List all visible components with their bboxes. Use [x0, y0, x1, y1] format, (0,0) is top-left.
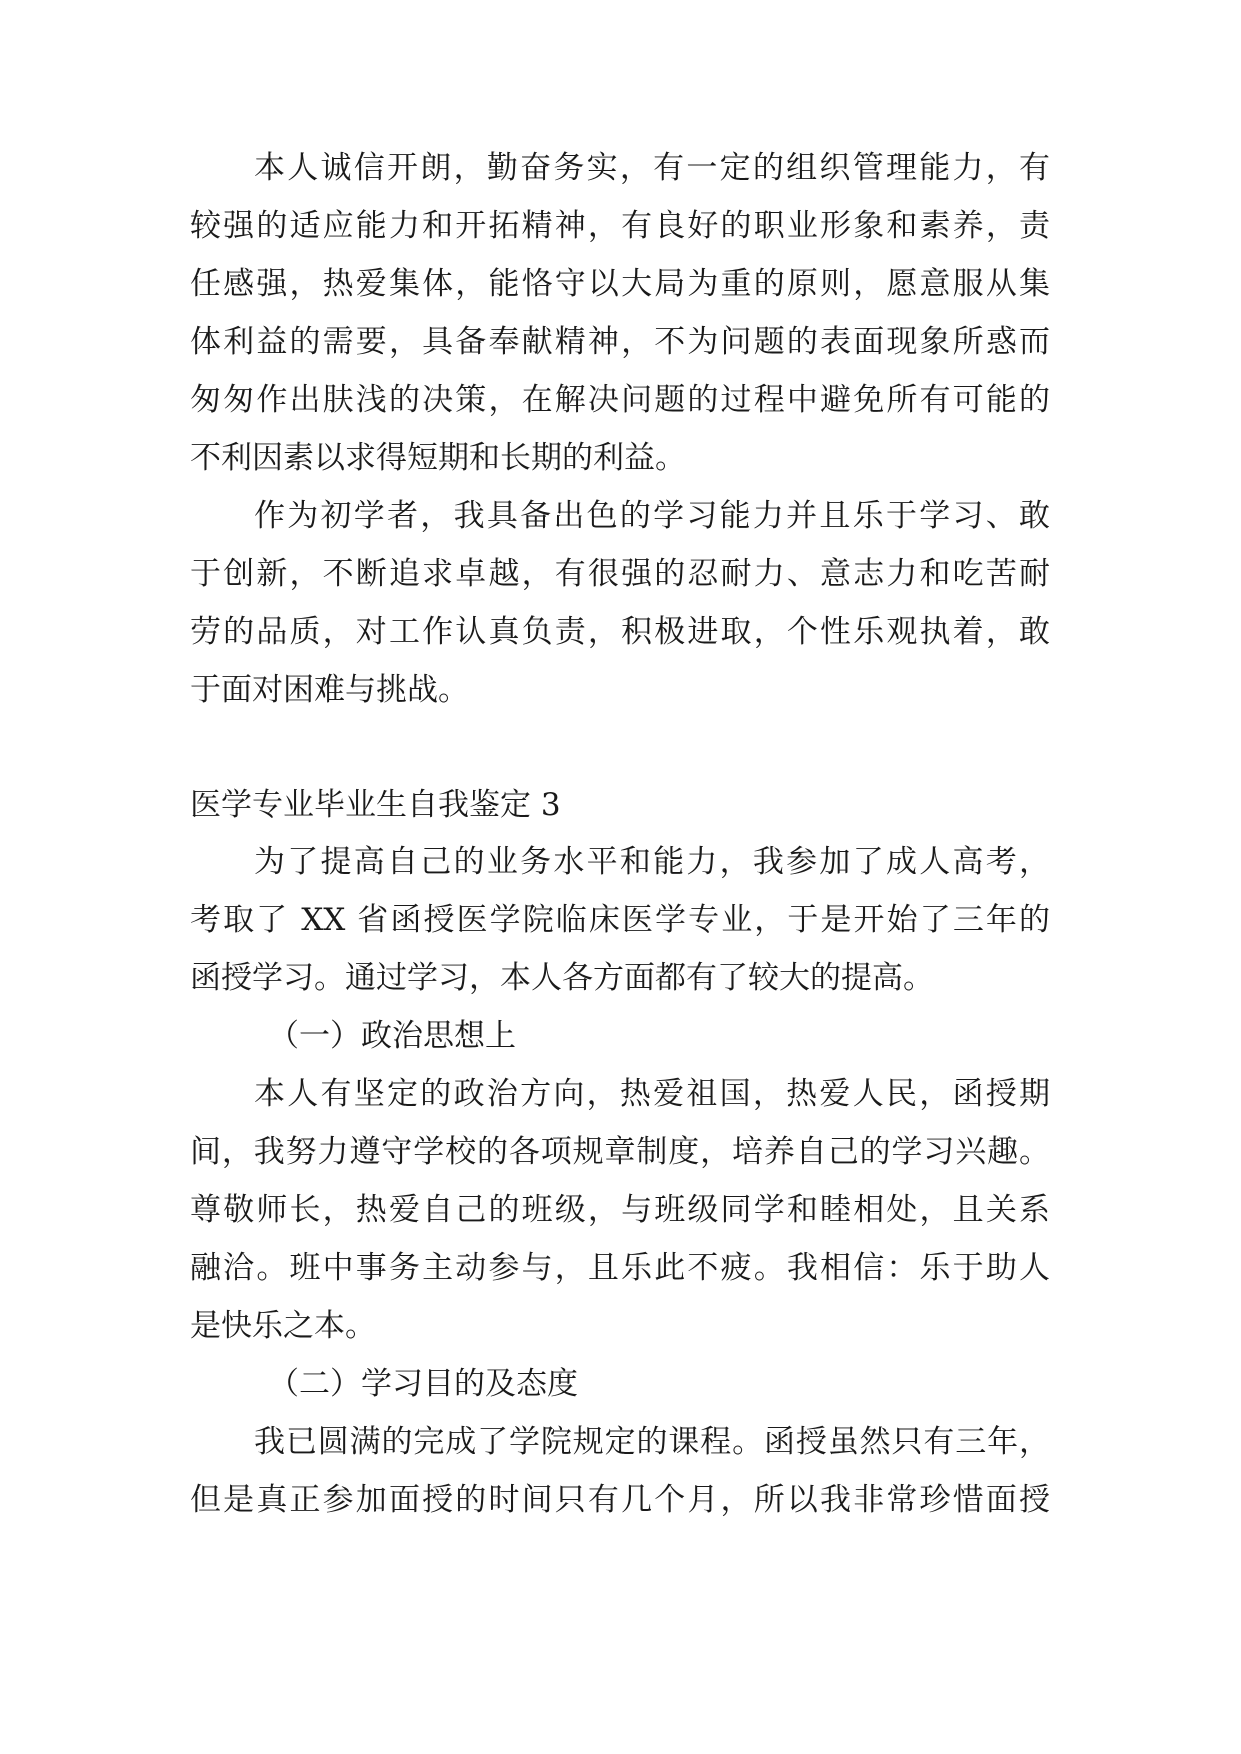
- text-line: 于创新，不断追求卓越，有很强的忍耐力、意志力和吃苦耐: [190, 556, 1050, 592]
- text-line: 不利因素以求得短期和长期的利益。: [190, 440, 686, 476]
- text-line: 但是真正参加面授的时间只有几个月，所以我非常珍惜面授: [190, 1482, 1050, 1518]
- text-line: 函授学习。通过学习，本人各方面都有了较大的提高。: [190, 960, 934, 996]
- text-line: 是快乐之本。: [190, 1308, 376, 1344]
- text-line: 本人有坚定的政治方向，热爱祖国，热爱人民，函授期: [254, 1076, 1050, 1112]
- text-line: 劳的品质，对工作认真负责，积极进取，个性乐观执着，敢: [190, 614, 1050, 650]
- text-line: 为了提高自己的业务水平和能力，我参加了成人高考，: [254, 844, 1050, 880]
- text-line: 任感强，热爱集体，能恪守以大局为重的原则，愿意服从集: [190, 266, 1050, 302]
- text-line: 较强的适应能力和开拓精神，有良好的职业形象和素养，责: [190, 208, 1050, 244]
- text-line: 尊敬师长，热爱自己的班级，与班级同学和睦相处，且关系: [190, 1192, 1050, 1228]
- text-line: 间，我努力遵守学校的各项规章制度，培养自己的学习兴趣。: [190, 1134, 1050, 1170]
- text-line: 考取了 XX 省函授医学院临床医学专业，于是开始了三年的: [190, 902, 1050, 938]
- text-line: 融洽。班中事务主动参与，且乐此不疲。我相信：乐于助人: [190, 1250, 1050, 1286]
- text-line: 我已圆满的完成了学院规定的课程。函授虽然只有三年，: [254, 1424, 1050, 1460]
- text-line: 于面对困难与挑战。: [190, 672, 469, 708]
- section-title: 医学专业毕业生自我鉴定 3: [190, 787, 561, 823]
- subheading-study: （二）学习目的及态度: [268, 1366, 578, 1402]
- text-line: 匆匆作出肤浅的决策，在解决问题的过程中避免所有可能的: [190, 382, 1050, 418]
- text-line: 作为初学者，我具备出色的学习能力并且乐于学习、敢: [254, 498, 1050, 534]
- text-line: 体利益的需要，具备奉献精神，不为问题的表面现象所惑而: [190, 324, 1050, 360]
- text-line: 本人诚信开朗，勤奋务实，有一定的组织管理能力，有: [254, 150, 1050, 186]
- subheading-political: （一）政治思想上: [268, 1018, 516, 1054]
